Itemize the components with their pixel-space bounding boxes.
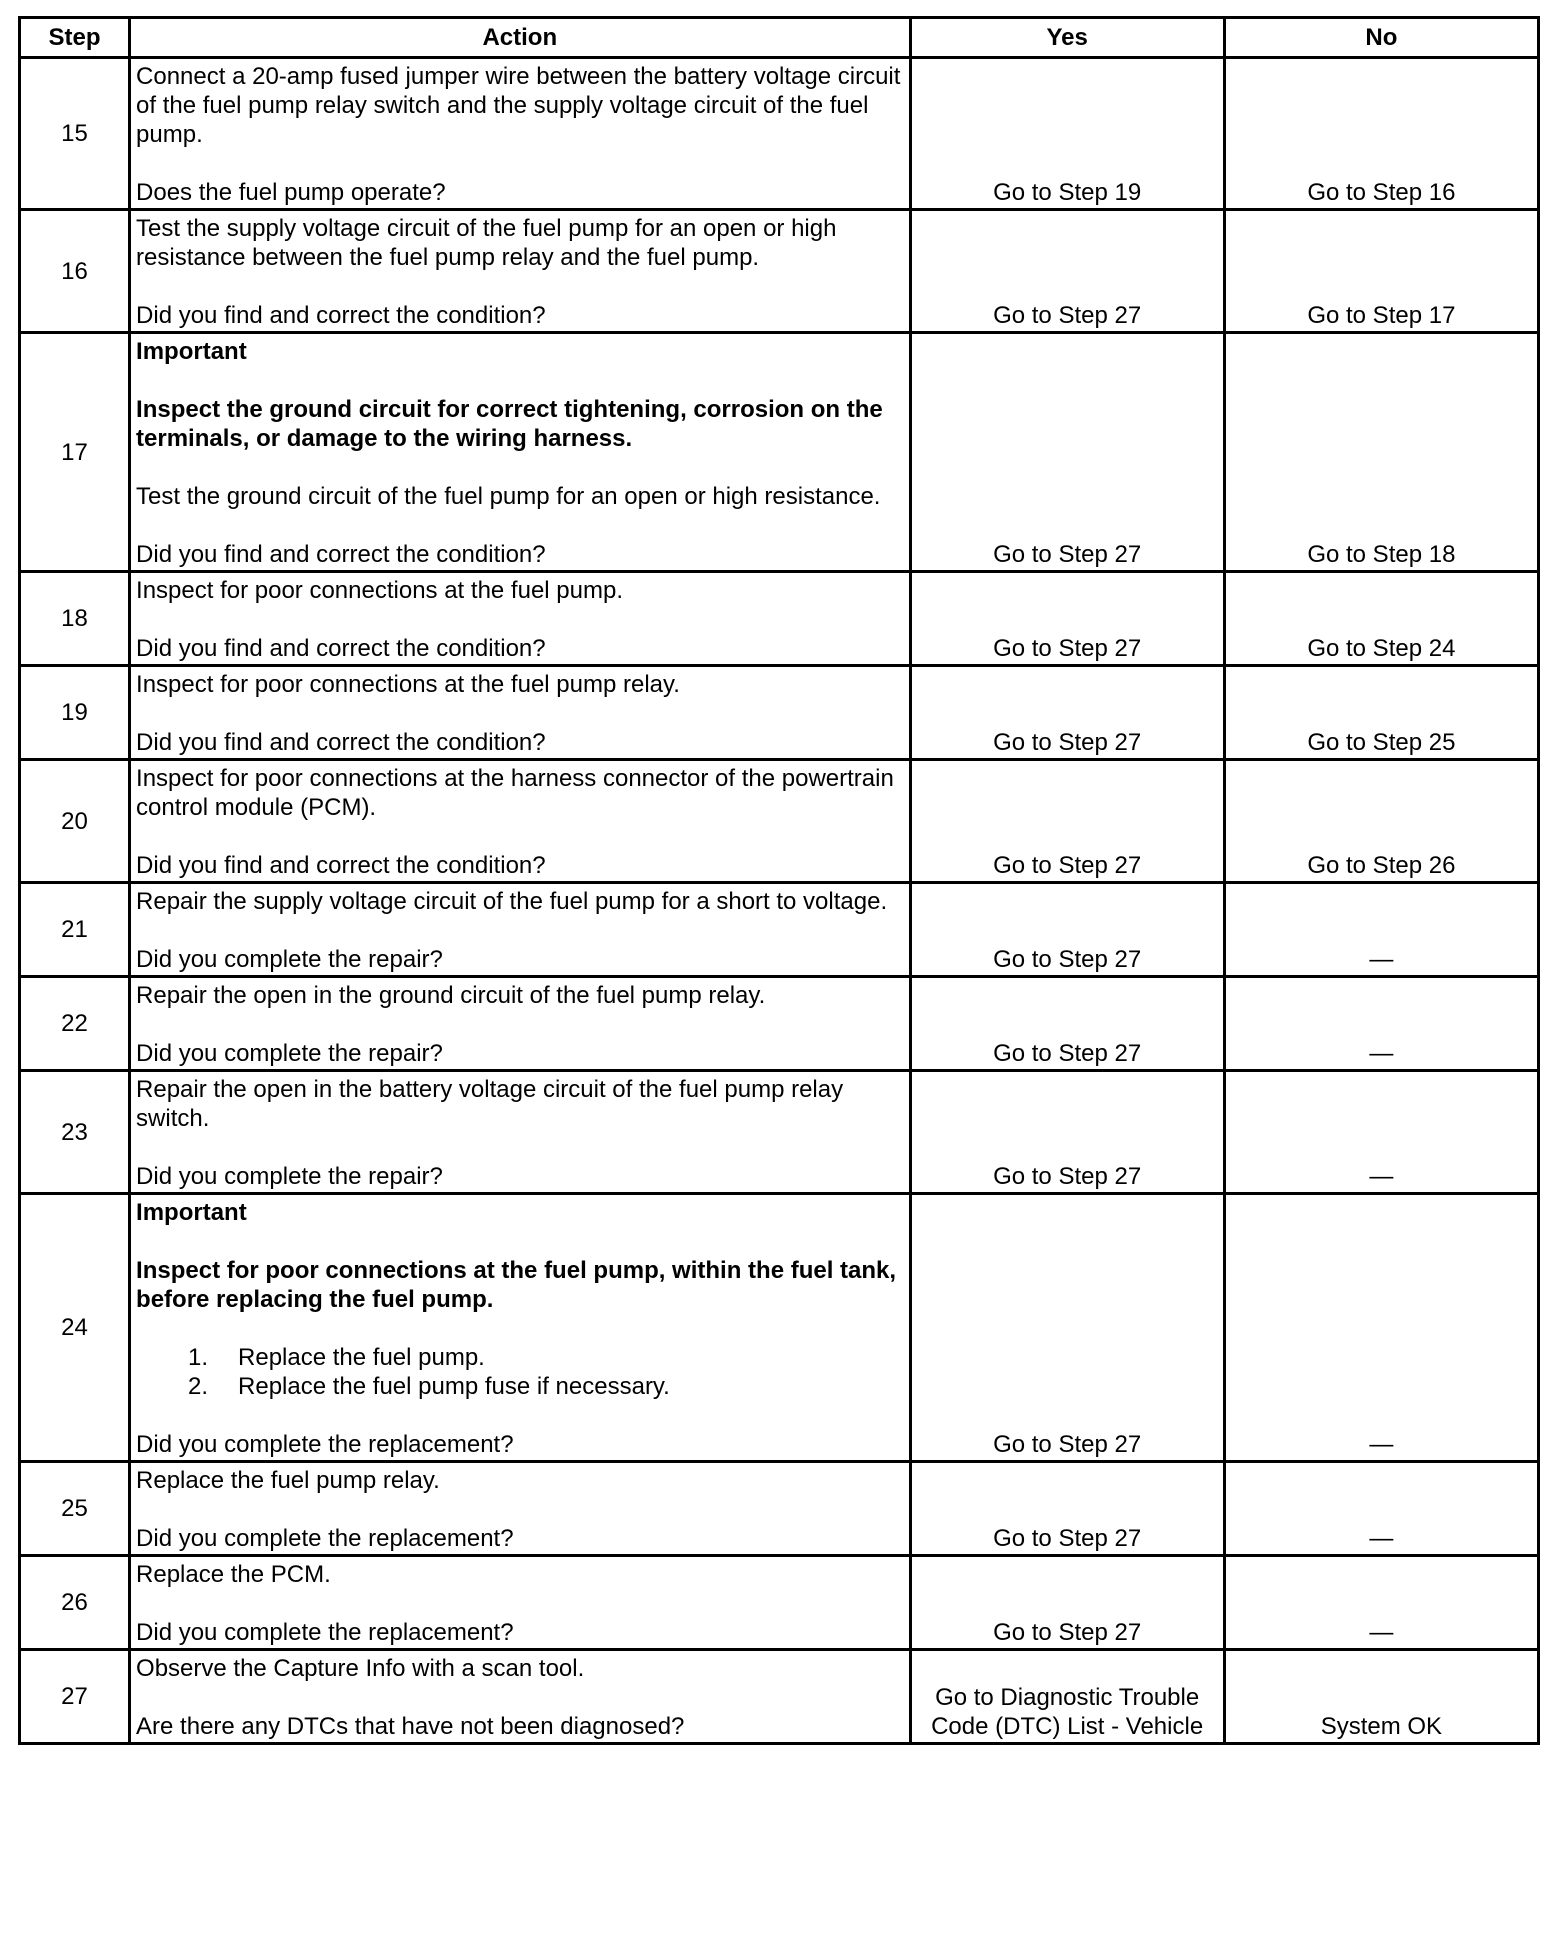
no-outcome: System OK	[1224, 1650, 1538, 1744]
action-cell	[130, 1556, 910, 1650]
table-row	[20, 883, 1539, 977]
table-body	[20, 58, 1539, 1744]
action-cell	[130, 333, 910, 572]
yes-outcome: Go to Step 27	[910, 333, 1224, 572]
important-text: Important	[136, 338, 247, 365]
header-no: No	[1224, 18, 1538, 58]
action-text: Test the supply voltage circuit of the fuel pump for an open or high resistance between the fuel pump relay and the fuel pump.	[136, 215, 837, 271]
step-number: 22	[20, 977, 130, 1071]
no-outcome: —	[1224, 1194, 1538, 1462]
yes-outcome: Go to Step 27	[910, 1556, 1224, 1650]
no-outcome: Go to Step 17	[1224, 210, 1538, 333]
list-item-number: 2.	[188, 1373, 209, 1400]
action-text: Inspect for poor connections at the fuel pump.	[136, 577, 623, 604]
action-text: Repair the open in the ground circuit of the fuel pump relay.	[136, 982, 766, 1009]
paragraph-gap	[136, 511, 903, 540]
action-cell	[130, 1194, 910, 1462]
paragraph-gap	[136, 453, 903, 482]
no-outcome: —	[1224, 1556, 1538, 1650]
table-header-row	[20, 18, 1539, 58]
list-item	[136, 1343, 903, 1372]
step-number: 16	[20, 210, 130, 333]
step-number: 27	[20, 1650, 130, 1744]
yes-outcome: Go to Step 27	[910, 1194, 1224, 1462]
action-text: Observe the Capture Info with a scan tool.	[136, 1655, 585, 1682]
yes-outcome: Go to Step 27	[910, 666, 1224, 760]
diagnostic-table	[18, 16, 1540, 1745]
action-cell	[130, 883, 910, 977]
action-cell	[130, 1071, 910, 1194]
paragraph-gap	[136, 1401, 903, 1430]
action-text: Repair the open in the battery voltage circuit of the fuel pump relay switch.	[136, 1076, 844, 1132]
step-number: 25	[20, 1462, 130, 1556]
no-outcome: Go to Step 18	[1224, 333, 1538, 572]
list-item	[136, 1372, 903, 1401]
action-cell	[130, 1650, 910, 1744]
table-row	[20, 1194, 1539, 1462]
no-outcome: Go to Step 24	[1224, 572, 1538, 666]
header-step: Step	[20, 18, 130, 58]
action-text: Inspect for poor connections at the fuel pump relay.	[136, 671, 680, 698]
paragraph-gap	[136, 605, 903, 634]
action-cell	[130, 760, 910, 883]
table-row	[20, 1650, 1539, 1744]
header-yes: Yes	[910, 18, 1224, 58]
no-outcome: —	[1224, 977, 1538, 1071]
step-number: 24	[20, 1194, 130, 1462]
table-row	[20, 1462, 1539, 1556]
no-outcome: —	[1224, 1462, 1538, 1556]
action-text: Replace the PCM.	[136, 1561, 331, 1588]
action-text: Inspect for poor connections at the harness connector of the powertrain control module (PCM).	[136, 765, 894, 821]
action-text: Did you find and correct the condition?	[136, 635, 546, 662]
table-row	[20, 572, 1539, 666]
table-row	[20, 333, 1539, 572]
list-item-text: Replace the fuel pump fuse if necessary.	[238, 1373, 670, 1400]
paragraph-gap	[136, 366, 903, 395]
action-text: Test the ground circuit of the fuel pump for an open or high resistance.	[136, 483, 881, 510]
action-text: Did you find and correct the condition?	[136, 852, 546, 879]
yes-outcome: Go to Diagnostic Trouble Code (DTC) List - Vehicle	[910, 1650, 1224, 1744]
step-number: 18	[20, 572, 130, 666]
action-text: Did you find and correct the condition?	[136, 541, 546, 568]
table-row	[20, 1071, 1539, 1194]
yes-outcome: Go to Step 19	[910, 58, 1224, 210]
action-text: Repair the supply voltage circuit of the fuel pump for a short to voltage.	[136, 888, 888, 915]
yes-outcome: Go to Step 27	[910, 977, 1224, 1071]
step-number: 23	[20, 1071, 130, 1194]
table-row	[20, 1556, 1539, 1650]
action-text: Did you complete the replacement?	[136, 1619, 514, 1646]
paragraph-gap	[136, 1589, 903, 1618]
action-text: Did you find and correct the condition?	[136, 302, 546, 329]
table-row	[20, 58, 1539, 210]
action-cell	[130, 1462, 910, 1556]
header-action: Action	[130, 18, 910, 58]
table-row	[20, 977, 1539, 1071]
no-outcome: Go to Step 16	[1224, 58, 1538, 210]
paragraph-gap	[136, 1683, 903, 1712]
table-row	[20, 666, 1539, 760]
action-cell	[130, 977, 910, 1071]
step-number: 20	[20, 760, 130, 883]
yes-outcome: Go to Step 27	[910, 210, 1224, 333]
paragraph-gap	[136, 1133, 903, 1162]
paragraph-gap	[136, 822, 903, 851]
step-number: 19	[20, 666, 130, 760]
action-text: Connect a 20-amp fused jumper wire between the battery voltage circuit of the fuel pump relay switch and the supply voltage circuit of the fuel pump.	[136, 63, 901, 148]
paragraph-gap	[136, 916, 903, 945]
action-text: Did you complete the replacement?	[136, 1525, 514, 1552]
no-outcome: Go to Step 26	[1224, 760, 1538, 883]
step-number: 17	[20, 333, 130, 572]
no-outcome: —	[1224, 883, 1538, 977]
action-text: Does the fuel pump operate?	[136, 179, 446, 206]
yes-outcome: Go to Step 27	[910, 883, 1224, 977]
paragraph-gap	[136, 1314, 903, 1343]
action-text: Did you complete the repair?	[136, 946, 443, 973]
action-text: Are there any DTCs that have not been diagnosed?	[136, 1713, 685, 1740]
paragraph-gap	[136, 1495, 903, 1524]
step-number: 21	[20, 883, 130, 977]
important-text: Inspect for poor connections at the fuel pump, within the fuel tank, before replacing the fuel pump.	[136, 1257, 897, 1313]
list-item-text: Replace the fuel pump.	[238, 1344, 485, 1371]
list-item-number: 1.	[188, 1344, 209, 1371]
action-cell	[130, 58, 910, 210]
important-text: Inspect the ground circuit for correct tightening, corrosion on the terminals, or damage to the wiring harness.	[136, 396, 883, 452]
yes-outcome: Go to Step 27	[910, 760, 1224, 883]
step-number: 26	[20, 1556, 130, 1650]
yes-outcome: Go to Step 27	[910, 1071, 1224, 1194]
action-text: Did you find and correct the condition?	[136, 729, 546, 756]
action-cell	[130, 666, 910, 760]
action-text: Replace the fuel pump relay.	[136, 1467, 440, 1494]
action-cell	[130, 572, 910, 666]
paragraph-gap	[136, 149, 903, 178]
no-outcome: —	[1224, 1071, 1538, 1194]
action-text: Did you complete the replacement?	[136, 1431, 514, 1458]
paragraph-gap	[136, 1010, 903, 1039]
paragraph-gap	[136, 699, 903, 728]
action-text: Did you complete the repair?	[136, 1163, 443, 1190]
no-outcome: Go to Step 25	[1224, 666, 1538, 760]
yes-outcome: Go to Step 27	[910, 1462, 1224, 1556]
action-list	[136, 1343, 903, 1401]
table-row	[20, 210, 1539, 333]
action-text: Did you complete the repair?	[136, 1040, 443, 1067]
paragraph-gap	[136, 1227, 903, 1256]
action-cell	[130, 210, 910, 333]
paragraph-gap	[136, 272, 903, 301]
yes-outcome: Go to Step 27	[910, 572, 1224, 666]
step-number: 15	[20, 58, 130, 210]
important-text: Important	[136, 1199, 247, 1226]
table-row	[20, 760, 1539, 883]
